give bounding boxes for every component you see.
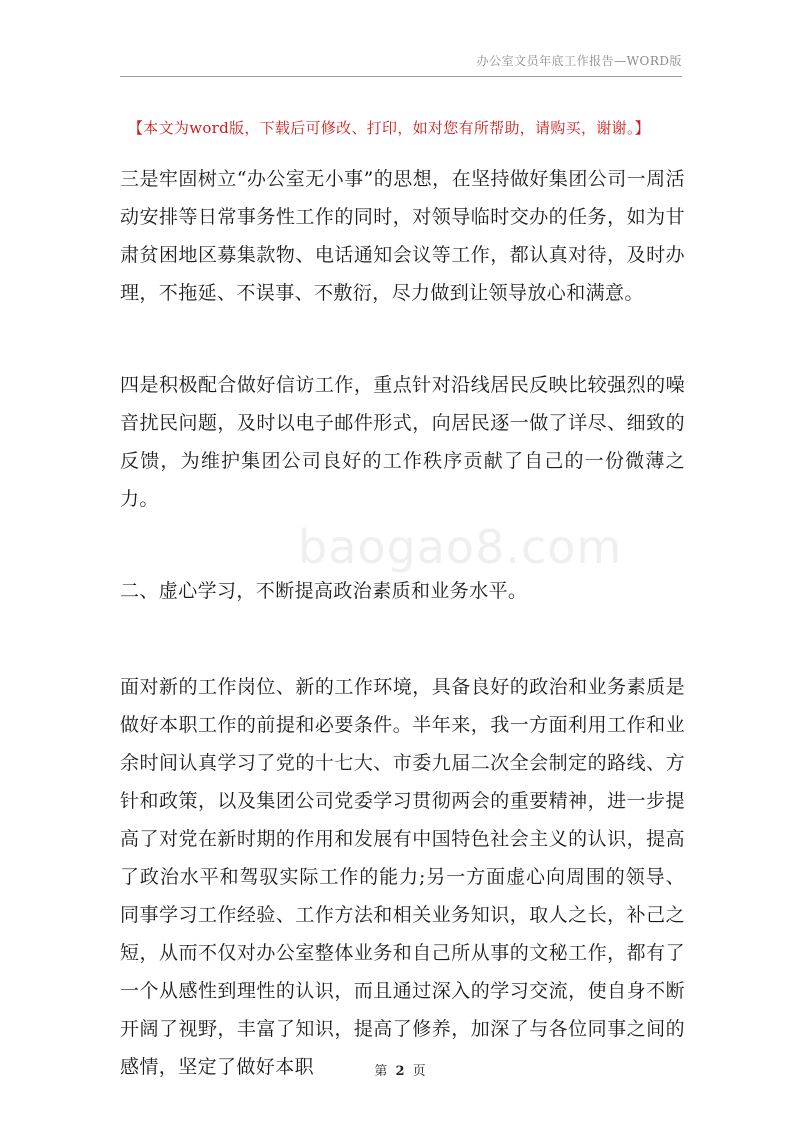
footer-prefix: 第 (374, 1064, 388, 1079)
footer-suffix: 页 (412, 1064, 426, 1079)
purchase-notice: 【本文为word版，下载后可修改、打印，如对您有所帮助，请购买，谢谢。】 (128, 119, 650, 137)
document-body (120, 160, 685, 1086)
section-heading: 二、虚心学习，不断提高政治素质和业务水平。 (120, 580, 528, 602)
page-number: 2 (395, 1064, 405, 1079)
paragraph-point-four: 四是积极配合做好信访工作，重点针对沿线居民反映比较强烈的噪音扰民问题，及时以电子邮件形式，向居民逐一做了详尽、细致的反馈，为维护集团公司良好的工作秩序贡献了自己的一份微薄之力。 (120, 374, 685, 510)
watermark: baogao8.com (298, 520, 623, 574)
page-footer (0, 1060, 800, 1079)
paragraph-learning: 面对新的工作岗位、新的工作环境，具备良好的政治和业务素质是做好本职工作的前提和必要条件。半年来，我一方面利用工作和业余时间认真学习了党的十七大、市委九届二次全会制定的路线、方针和政策，以及集团公司党委学习贯彻两会的重要精神，进一步提高了对党在新时期的作用和发展有中国特色社会主义的认识，提高了政治水平和驾驭实际工作的能力;另一方面虚心向周围的领导、同事学习工作经验、工作方法和相关业务知识，取人之长，补己之短，从而不仅对办公室整体业务和自己所从事的文秘工作，都有了一个从感性到理性的认识，而且通过深入的学习交流，使自身不断开阔了视野，丰富了知识，提高了修养，加深了与各位同事之间的感情，坚定了做好本职 (120, 676, 685, 1078)
page-header (120, 52, 682, 77)
paragraph-point-three: 三是牢固树立“办公室无小事”的思想，在坚持做好集团公司一周活动安排等日常事务性工作的同时，对领导临时交办的任务，如为甘肃贫困地区募集款物、电话通知会议等工作，都认真对待，及时办理，不拖延、不误事、不敷衍，尽力做到让领导放心和满意。 (120, 168, 685, 304)
header-title: 办公室文员年底工作报告—WORD版 (476, 54, 682, 68)
